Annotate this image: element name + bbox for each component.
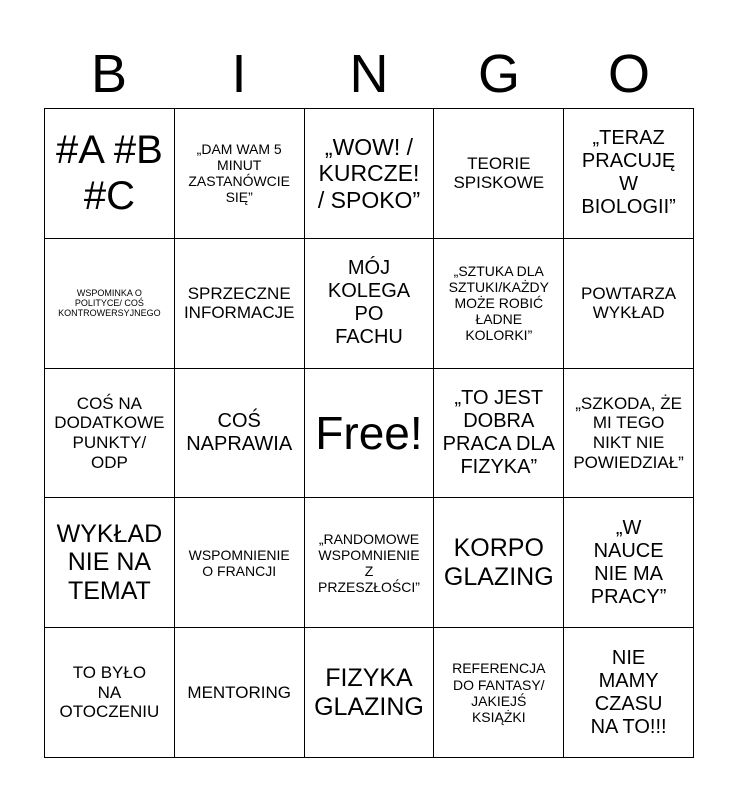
bingo-cell[interactable]: „SZTUKA DLA SZTUKI/KAŻDY MOŻE ROBIĆ ŁADNE KOLORKI”	[434, 239, 564, 369]
title-letter-g: G	[477, 44, 520, 104]
bingo-title	[44, 40, 694, 108]
bingo-board	[44, 108, 694, 758]
bingo-cell[interactable]: „RANDOMOWE WSPOMNIENIE Z PRZESZŁOŚCI”	[305, 498, 435, 628]
bingo-cell[interactable]: „SZKODA, ŻE MI TEGO NIKT NIE POWIEDZIAŁ”	[564, 369, 694, 499]
bingo-cell[interactable]: COŚ NAPRAWIA	[175, 369, 305, 499]
bingo-cell[interactable]: „TO JEST DOBRA PRACA DLA FIZYKA”	[434, 369, 564, 499]
bingo-cell[interactable]: MÓJ KOLEGA PO FACHU	[305, 239, 435, 369]
title-letter-i: I	[231, 44, 247, 104]
bingo-cell[interactable]: MENTORING	[175, 628, 305, 758]
bingo-cell[interactable]: WSPOMNIENIE O FRANCJI	[175, 498, 305, 628]
bingo-cell[interactable]: „WOW! / KURCZE! / SPOKO”	[305, 109, 435, 239]
bingo-cell[interactable]: FIZYKA GLAZING	[305, 628, 435, 758]
bingo-cell[interactable]: „DAM WAM 5 MINUT ZASTANÓWCIE SIĘ”	[175, 109, 305, 239]
title-letter-n: N	[349, 44, 389, 104]
bingo-cell[interactable]: TEORIE SPISKOWE	[434, 109, 564, 239]
bingo-cell[interactable]: WYKŁAD NIE NA TEMAT	[45, 498, 175, 628]
bingo-cell[interactable]: TO BYŁO NA OTOCZENIU	[45, 628, 175, 758]
bingo-cell[interactable]: KORPO GLAZING	[434, 498, 564, 628]
bingo-cell[interactable]: „W NAUCE NIE MA PRACY”	[564, 498, 694, 628]
bingo-cell[interactable]: SPRZECZNE INFORMACJE	[175, 239, 305, 369]
bingo-cell[interactable]: COŚ NA DODATKOWE PUNKTY/ ODP	[45, 369, 175, 499]
title-letter-o: O	[607, 44, 650, 104]
free-space-cell[interactable]: Free!	[305, 369, 435, 499]
bingo-cell[interactable]: POWTARZA WYKŁAD	[564, 239, 694, 369]
bingo-cell[interactable]: #A #B #C	[45, 109, 175, 239]
bingo-cell[interactable]: NIE MAMY CZASU NA TO!!!	[564, 628, 694, 758]
bingo-cell[interactable]: „TERAZ PRACUJĘ W BIOLOGII”	[564, 109, 694, 239]
bingo-cell[interactable]: WSPOMINKA O POLITYCE/ COŚ KONTROWERSYJNEGO	[45, 239, 175, 369]
title-letter-b: B	[90, 44, 128, 104]
bingo-cell[interactable]: REFERENCJA DO FANTASY/ JAKIEJŚ KSIĄŻKI	[434, 628, 564, 758]
